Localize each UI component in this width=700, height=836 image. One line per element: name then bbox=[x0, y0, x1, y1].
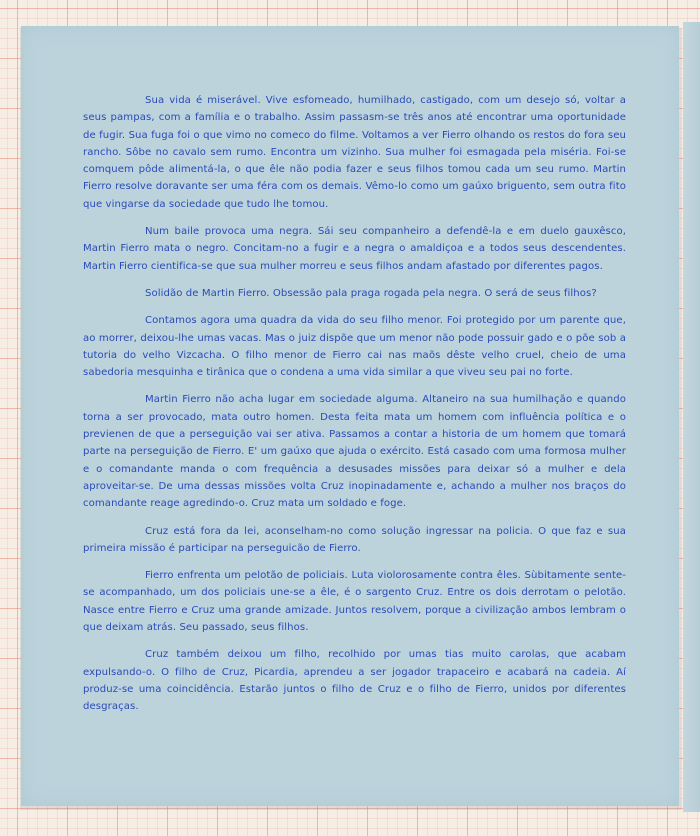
paragraph-6: Cruz está fora da lei, aconselham-no como solução ingressar na policia. O que faz e sua primeira missão é participar na perseguicão de Fierro. bbox=[83, 525, 626, 554]
paragraph-2: Num baile provoca uma negra. Sái seu companheiro a defendê-la e em duelo gauxêsco, Martin Fierro mata o negro. Concitam-no a fugir e a negra o amaldiçoa e a todos seus descendentes. Martin Fierro cientifica-se que sua mulher morreu e seus filhos andam afastado por diferentes pagos. bbox=[83, 226, 626, 272]
paragraph-4: Contamos agora uma quadra da vida do seu filho menor. Foi protegido por um parente que, ao morrer, deixou-lhe umas vacas. Mas o juiz dispõe que um menor não pode possuir gado e o põe sob a tutoria do velho Vizcacha. O filho menor de Fierro cai nas maõs dêste velho cruel, cheio de uma sabedoria mesquinha e tirânica que o condena a uma vida similar a que viveu seu pai no forte. bbox=[83, 315, 626, 379]
adjacent-sheet-edge bbox=[683, 22, 700, 812]
document-body bbox=[83, 92, 626, 726]
paragraph-1: Sua vida é miserável. Vive esfomeado, humilhado, castigado, com um desejo só, voltar a seus pampas, com a família e o trabalho. Assim passasm-se três anos até encontrar uma oportunidade de fugir. Sua fuga foi o que vimo no comeco do filme. Voltamos a ver Fierro olhando os restos do fora seu rancho. Sôbe no cavalo sem rumo. Encontra um vizinho. Sua mulher foi esmagada pela miséria. Foi-se comquem pôde alimentá-la, o que êle não podia fazer e seus filhos tomou cada um seu rumo. Martin Fierro resolve doravante ser uma féra com os demais. Vêmo-lo como um gaúxo briguento, sem outra fito que vingarse da sociedade que tudo lhe tomou. bbox=[83, 95, 626, 210]
paragraph-3: Solidão de Martin Fierro. Obsessão pala praga rogada pela negra. O será de seus filhos? bbox=[145, 287, 597, 299]
paragraph-7: Fierro enfrenta um pelotão de policiais. Luta violorosamente contra êles. Sùbitamente sente-se acompanhado, um dos policiais une-se a êle, é o sargento Cruz. Entre os dois derrotam o pelotão. Nasce entre Fierro e Cruz uma grande amizade. Juntos resolvem, porque a civilização ambos lembram o que deixam atrás. Seu passado, seus filhos. bbox=[83, 570, 626, 634]
paragraph-5: Martin Fierro não acha lugar em sociedade alguma. Altaneiro na sua humilhação e quando torna a ser provocado, mata outro homen. Desta feita mata um homem com influência política e o previenen de que a perseguição vai ser ativa. Passamos a contar a historia de um homem que tomará parte na perseguição de Fierro. E' um gaúxo que ajuda o exército. Está casado com uma formosa mulher e o comandante manda o com frequência a desusades missões para deixar só a mulher e dela aproveitar-se. De uma dessas missões volta Cruz inopinadamente e, achando a mulher nos braços do comandante reage agredindo-o. Cruz mata um soldado e foge. bbox=[83, 394, 626, 510]
paragraph-8: Cruz também deixou um filho, recolhido por umas tias muito carolas, que acabam expulsando-o. O filho de Cruz, Picardia, aprendeu a ser jogador trapaceiro e acabará na cadeia. Aí produz-se uma coincidência. Estarão juntos o filho de Cruz e o filho de Fierro, unidos por diferentes desgraças. bbox=[83, 649, 626, 713]
